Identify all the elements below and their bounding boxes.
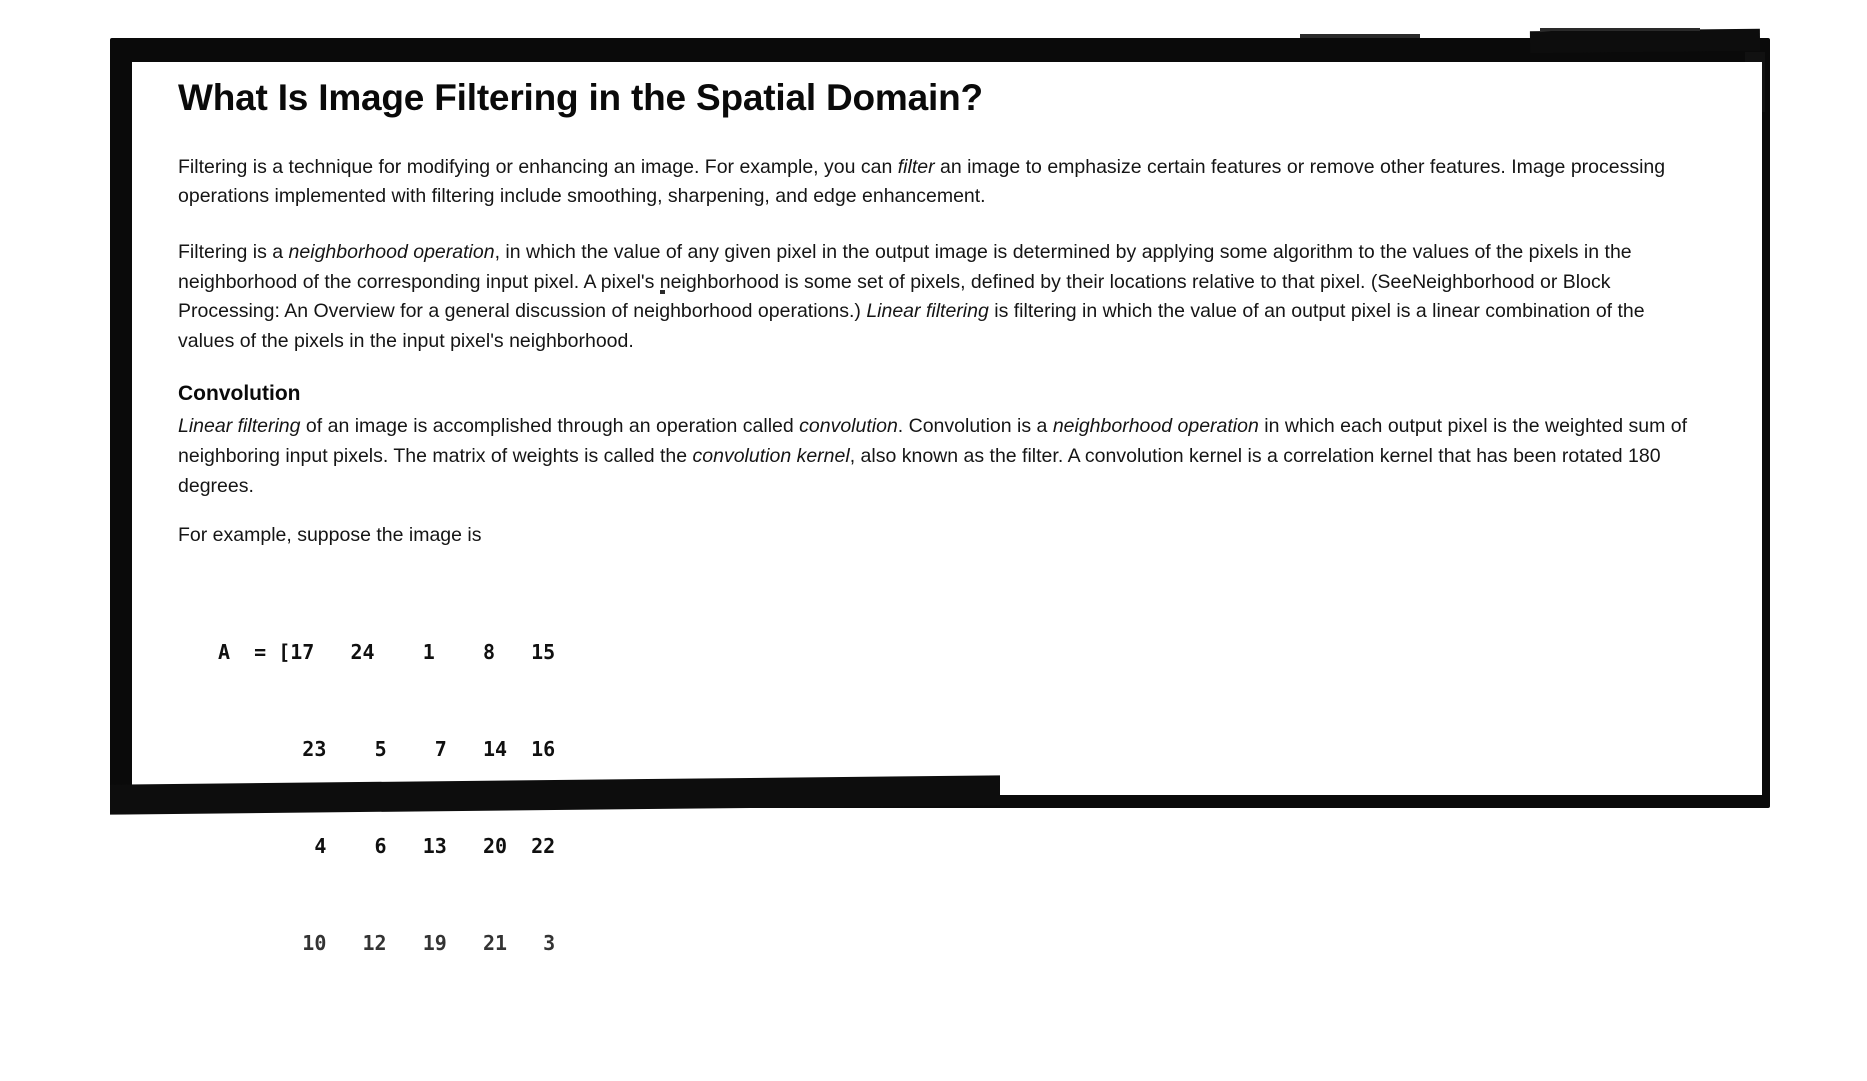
matrix-label: A =: [218, 639, 267, 664]
paragraph-convolution: Linear filtering of an image is accomplished through an operation called convolution. Convolution is a neighborhood operation in which each output pixel is the weighted sum of neighboring input pixels. The matrix of weights is called the convolution kernel, also known as the filter. A convolution kernel is a correlation kernel that has been rotated 180 degrees.: [178, 415, 1687, 497]
scan-speck: [1300, 34, 1420, 38]
matrix-cell: 22: [531, 834, 556, 859]
page-title: What Is Image Filtering in the Spatial Domain?: [178, 77, 983, 118]
matrix-cell: 7: [434, 736, 447, 761]
matrix-cell: 3: [543, 931, 556, 956]
matrix-cell: 12: [362, 931, 387, 956]
matrix-cell: 1: [422, 639, 435, 664]
matrix-open-bracket: [: [278, 639, 291, 664]
paragraph-intro: Filtering is a technique for modifying or enhancing an image. For example, you can filter an image to emphasize certain features or remove other features. Image processing operations implemented with filtering include smoothing, sharpening, and edge enhancement.: [178, 155, 1666, 208]
matrix-block: [218, 571, 1738, 1006]
matrix-cell: 16: [531, 736, 556, 761]
matrix-cell: 17: [290, 639, 315, 664]
matrix-cell: 14: [482, 736, 508, 761]
paragraph-example-intro: For example, suppose the image is: [178, 524, 482, 547]
matrix-row: [218, 830, 1738, 862]
matrix-cell: 8: [482, 639, 496, 664]
paragraph-neighborhood: Filtering is a neighborhood operation, in which the value of any given pixel in the output image is determined by applying some algorithm to the values of the pixels in the neighborhood of the corresponding input pixel. A pixel's neighborhood is some set of pixels, defined by their locations relative to that pixel. (SeeNeighborhood or Block Processing: An Overview for a general discussion of neighborhood operations.) Linear filtering is filtering in which the value of an output pixel is a linear combination of the values of the pixels in the input pixel's neighborhood.: [178, 240, 1645, 352]
matrix-row: [218, 636, 1738, 668]
matrix-cell: 15: [531, 639, 556, 664]
matrix-cell: 20: [482, 834, 508, 859]
matrix-row-clipped: [218, 927, 1738, 956]
matrix-row: [218, 733, 1738, 765]
matrix-cell: 5: [374, 736, 387, 761]
document-body: [178, 78, 1738, 1006]
matrix-cell: 6: [374, 834, 387, 859]
scan-edge-top-right: [1530, 29, 1760, 53]
matrix-cell: 10: [302, 931, 327, 956]
matrix-cell: 23: [302, 736, 327, 761]
matrix-cell: 13: [422, 834, 447, 859]
scan-speck: [1540, 28, 1700, 31]
matrix-cell: 4: [314, 834, 327, 859]
matrix-cell: 21: [482, 931, 508, 956]
section-heading-convolution: Convolution: [178, 382, 301, 406]
matrix-cell: 19: [422, 931, 447, 956]
matrix-cell: 24: [350, 639, 375, 664]
